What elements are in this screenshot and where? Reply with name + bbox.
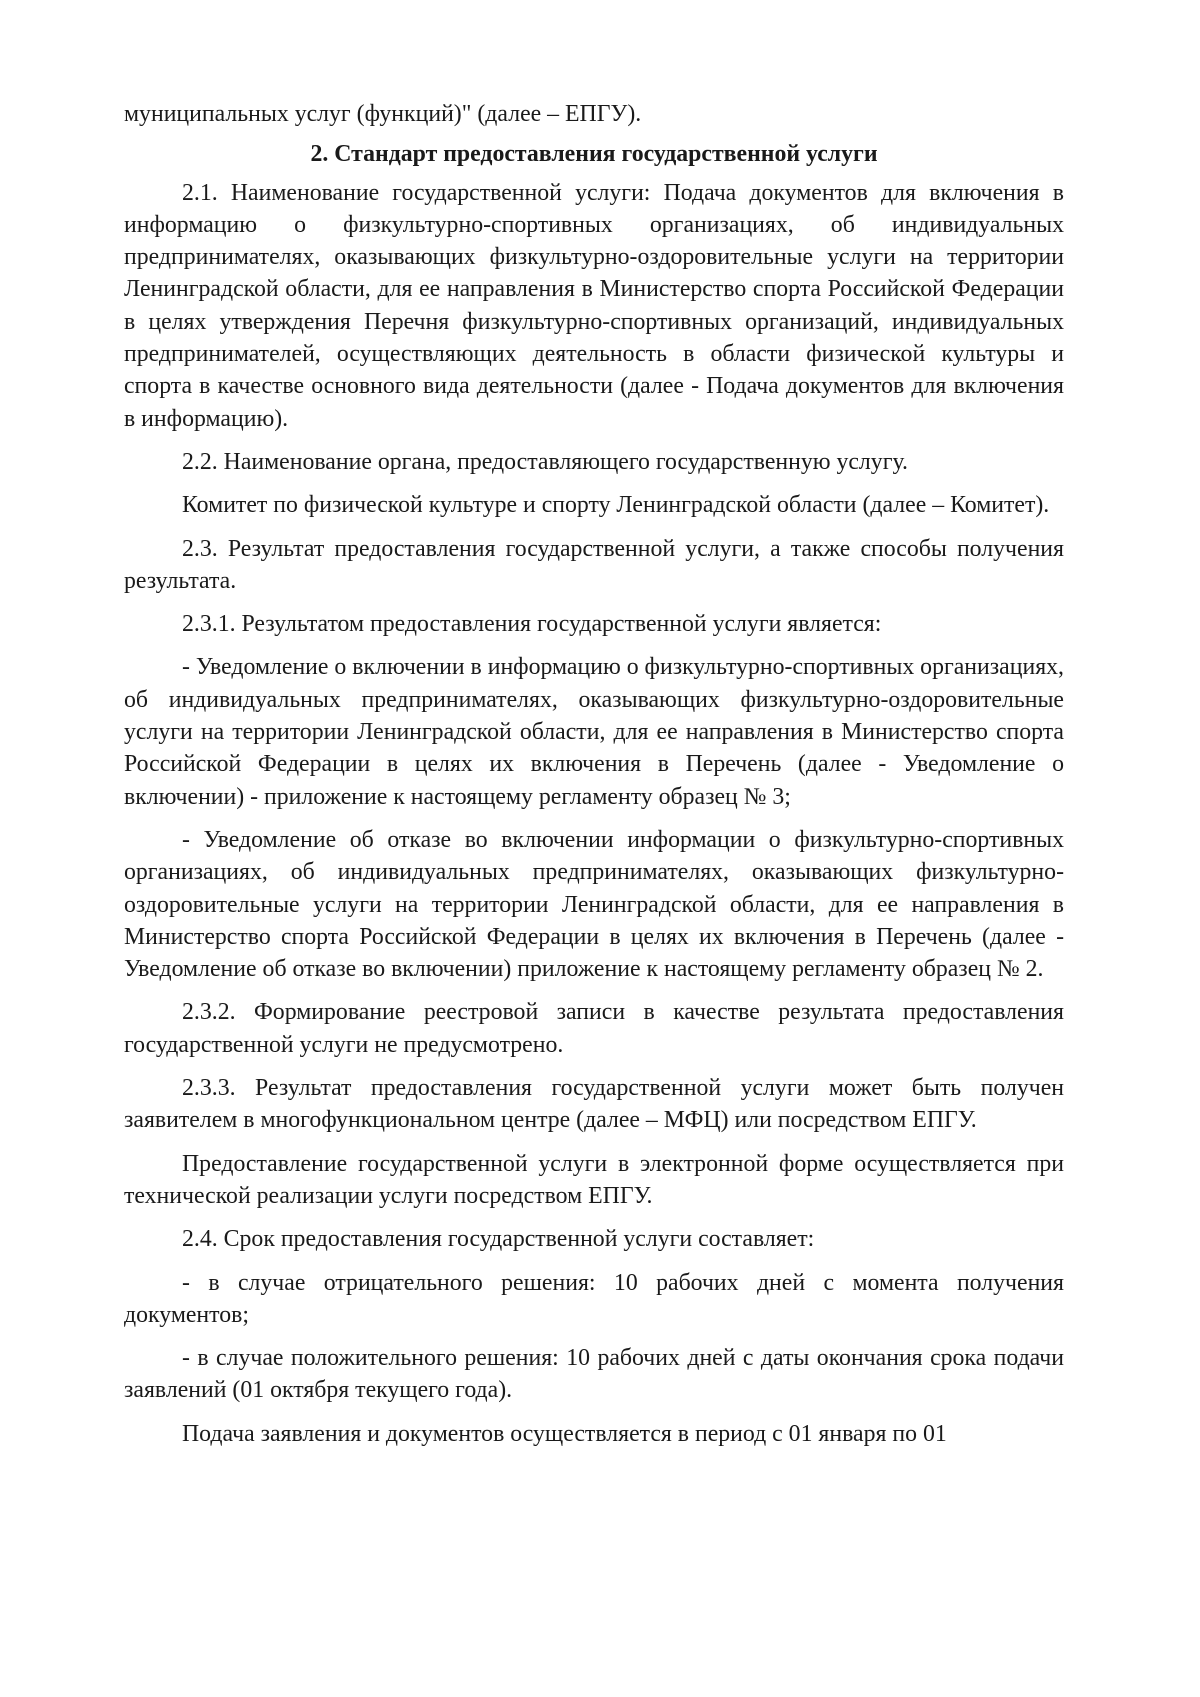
section-heading: 2. Стандарт предоставления государственной услуги <box>310 141 878 168</box>
list-item-refusal-notice: - Уведомление об отказе во включении информации о физкультурно-спортивных организациях, об индивидуальных предпринимателях, оказывающих физкультурно-оздоровительные услуги на территории Ленинградской области, для ее направления в Министерство спорта Российской Федерации в целях их включения в Перечень (далее - Уведомление об отказе во включении) приложение к настоящему регламенту образец № 2. <box>124 826 1064 983</box>
paragraph-committee: Комитет по физической культуре и спорту Ленинградской области (далее – Комитет). <box>182 492 1050 519</box>
list-item-negative-decision: - в случае отрицательного решения: 10 рабочих дней с момента получения документов; <box>124 1269 1064 1328</box>
paragraph-2-3-3: 2.3.3. Результат предоставления государственной услуги может быть получен заявителем в многофункциональном центре (далее – МФЦ) или посредством ЕПГУ. <box>124 1075 1064 1134</box>
paragraph-2-3: 2.3. Результат предоставления государственной услуги, а также способы получения результата. <box>124 535 1064 594</box>
paragraph-2-3-2: 2.3.2. Формирование реестровой записи в качестве результата предоставления государственной услуги не предусмотрено. <box>124 999 1064 1058</box>
paragraph-electronic-form: Предоставление государственной услуги в электронной форме осуществляется при технической реализации услуги посредством ЕПГУ. <box>124 1150 1064 1209</box>
paragraph-submission-period: Подача заявления и документов осуществляется в период с 01 января по 01 <box>182 1420 947 1447</box>
list-item-inclusion-notice: - Уведомление о включении в информацию о физкультурно-спортивных организациях, об индивидуальных предпринимателях, оказывающих физкультурно-оздоровительные услуги на территории Ленинградской области, для ее направления в Министерство спорта Российской Федерации в целях их включения в Перечень (далее - Уведомление о включении) - приложение к настоящему регламенту образец № 3; <box>124 654 1064 810</box>
paragraph-2-1: 2.1. Наименование государственной услуги: Подача документов для включения в информацию о физкультурно-спортивных организациях, об индивидуальных предпринимателях, оказывающих физкультурно-оздоровительные услуги на территории Ленинградской области, для ее направления в Министерство спорта Российской Федерации в целях утверждения Перечня физкультурно-спортивных организаций, индивидуальных предпринимателей, осуществляющих деятельность в области физической культуры и спорта в качестве основного вида деятельности (далее - Подача документов для включения в информацию). <box>124 179 1064 432</box>
list-item-positive-decision: - в случае положительного решения: 10 рабочих дней с даты окончания срока подачи заявлений (01 октября текущего года). <box>124 1345 1064 1404</box>
paragraph-2-3-1: 2.3.1. Результатом предоставления государственной услуги является: <box>182 611 882 638</box>
document-text <box>124 98 1064 1450</box>
continuation-line: муниципальных услуг (функций)" (далее – ЕПГУ). <box>124 101 642 127</box>
paragraph-2-4: 2.4. Срок предоставления государственной услуги составляет: <box>182 1226 815 1253</box>
paragraph-2-2: 2.2. Наименование органа, предоставляющего государственную услугу. <box>182 448 908 475</box>
